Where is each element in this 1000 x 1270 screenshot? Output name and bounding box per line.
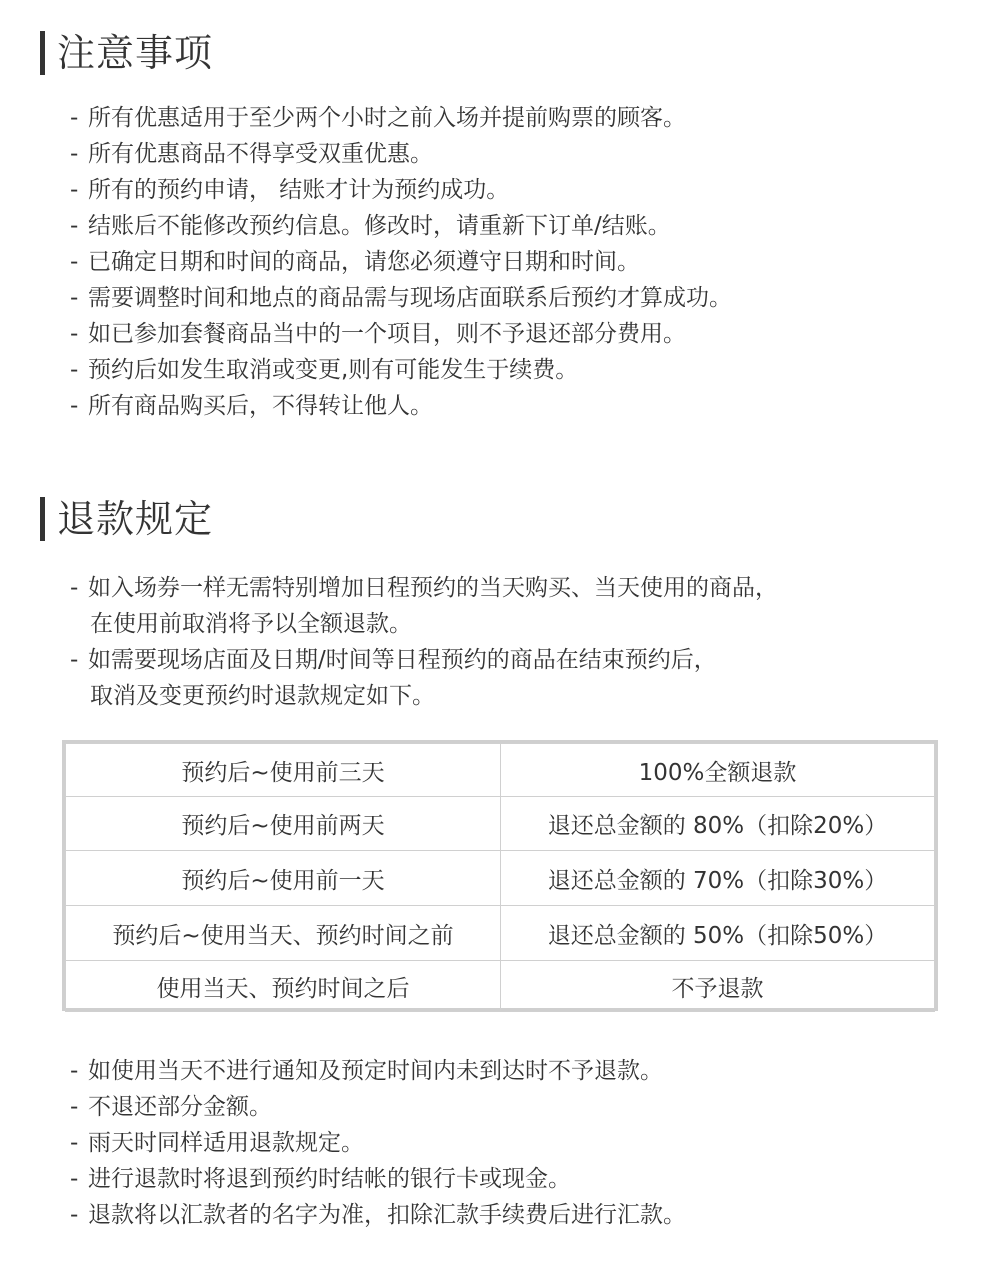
list-item — [70, 1125, 686, 1161]
bullet-dash: - — [70, 1058, 79, 1084]
bullet-dash: - — [70, 105, 79, 131]
refund-cell: 退还总金额的 80%（扣除20%） — [501, 797, 935, 851]
list-item-text: 如需要现场店面及日期/时间等日程预约的商品在结束预约后， — [88, 647, 717, 673]
bullet-dash: - — [70, 1130, 79, 1156]
period-cell: 使用当天、预约时间之后 — [66, 961, 501, 1012]
list-item — [70, 172, 732, 208]
bullet-dash: - — [70, 213, 79, 239]
list-item-text: 如已参加套餐商品当中的一个项目，则不予退还部分费用。 — [88, 321, 686, 347]
bullet-dash: - — [70, 285, 79, 311]
list-item-text: 需要调整时间和地点的商品需与现场店面联系后预约才算成功。 — [88, 285, 732, 311]
refund-intro-list — [70, 570, 778, 714]
bullet-dash: - — [70, 393, 79, 419]
list-item-continuation — [70, 678, 778, 714]
notes-list — [70, 100, 732, 424]
list-item-text: 所有优惠商品不得享受双重优惠。 — [88, 141, 433, 167]
list-item — [70, 208, 732, 244]
bullet-dash: - — [70, 1094, 79, 1120]
list-item-text: 所有的预约申请， 结账才计为预约成功。 — [88, 177, 510, 203]
table-row — [66, 906, 935, 961]
list-item — [70, 1161, 686, 1197]
list-item — [70, 352, 732, 388]
list-item — [70, 1197, 686, 1233]
period-cell: 预约后~使用前两天 — [66, 797, 501, 851]
list-item — [70, 1053, 686, 1089]
title-accent-bar — [40, 31, 45, 75]
list-item-text: 进行退款时将退到预约时结帐的银行卡或现金。 — [88, 1166, 571, 1192]
table-row — [66, 961, 935, 1012]
refund-table — [65, 743, 935, 1012]
list-item-text: 预约后如发生取消或变更,则有可能发生于续费。 — [88, 357, 579, 383]
bullet-dash: - — [70, 575, 79, 601]
list-item-text: 已确定日期和时间的商品，请您必须遵守日期和时间。 — [88, 249, 640, 275]
list-item-text: 雨天时同样适用退款规定。 — [88, 1130, 364, 1156]
list-item-continuation — [70, 606, 778, 642]
refund-cell: 不予退款 — [501, 961, 935, 1012]
list-item — [70, 244, 732, 280]
list-item — [70, 570, 778, 606]
refund-cell: 100%全额退款 — [501, 744, 935, 797]
bullet-dash: - — [70, 321, 79, 347]
list-item-text: 结账后不能修改预约信息。修改时，请重新下订单/结账。 — [88, 213, 671, 239]
list-item-text: 如入场券一样无需特别增加日程预约的当天购买、当天使用的商品， — [88, 575, 778, 601]
list-item — [70, 1089, 686, 1125]
list-item-text: 如使用当天不进行通知及预定时间内未到达时不予退款。 — [88, 1058, 663, 1084]
bullet-dash: - — [70, 177, 79, 203]
refund-table-container — [62, 740, 938, 1011]
list-item-text: 不退还部分金额。 — [88, 1094, 272, 1120]
bullet-dash: - — [70, 141, 79, 167]
list-item — [70, 642, 778, 678]
refund-cell: 退还总金额的 70%（扣除30%） — [501, 851, 935, 906]
period-cell: 预约后~使用前三天 — [66, 744, 501, 797]
refund-section-title — [40, 497, 213, 541]
list-item-text: 所有优惠适用于至少两个小时之前入场并提前购票的顾客。 — [88, 105, 686, 131]
period-cell: 预约后~使用当天、预约时间之前 — [66, 906, 501, 961]
bullet-dash: - — [70, 249, 79, 275]
refund-rules-list — [70, 1053, 686, 1233]
list-item — [70, 136, 732, 172]
notes-title-text: 注意事项 — [57, 31, 214, 75]
list-item — [70, 388, 732, 424]
list-item — [70, 280, 732, 316]
list-item-text: 在使用前取消将予以全额退款。 — [90, 611, 412, 637]
bullet-dash: - — [70, 647, 79, 673]
list-item-text: 退款将以汇款者的名字为准，扣除汇款手续费后进行汇款。 — [88, 1202, 686, 1228]
bullet-dash: - — [70, 357, 79, 383]
refund-cell: 退还总金额的 50%（扣除50%） — [501, 906, 935, 961]
title-accent-bar — [40, 497, 45, 541]
list-item — [70, 100, 732, 136]
table-row — [66, 797, 935, 851]
notes-section-title — [40, 31, 213, 75]
list-item — [70, 316, 732, 352]
period-cell: 预约后~使用前一天 — [66, 851, 501, 906]
list-item-text: 所有商品购买后，不得转让他人。 — [88, 393, 433, 419]
list-item-text: 取消及变更预约时退款规定如下。 — [90, 683, 435, 709]
bullet-dash: - — [70, 1202, 79, 1228]
bullet-dash: - — [70, 1166, 79, 1192]
table-row — [66, 744, 935, 797]
refund-title-text: 退款规定 — [57, 497, 214, 541]
table-row — [66, 851, 935, 906]
